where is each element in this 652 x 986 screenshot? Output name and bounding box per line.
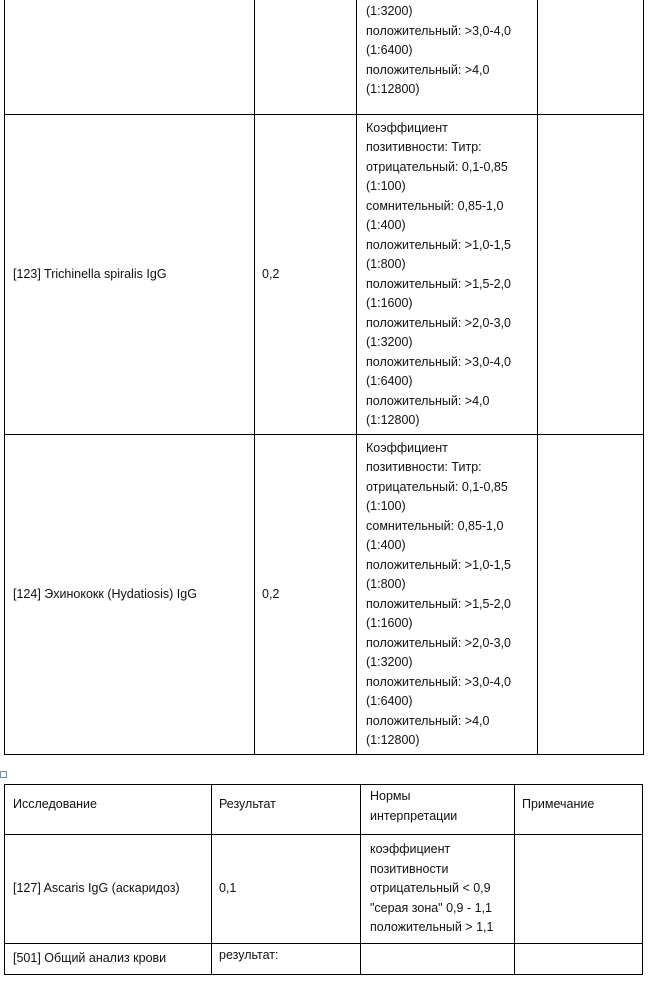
norms-line: коэффициент (370, 842, 451, 857)
study-name-cell: [127] Ascaris IgG (аскаридоз) (5, 835, 212, 944)
norms-cell (357, 115, 538, 435)
norms-line: (1:3200) (366, 655, 413, 669)
norms-line: (1:100) (366, 499, 406, 513)
table-anchor-icon[interactable] (0, 771, 7, 778)
result-cell: результат: (212, 944, 361, 975)
result-cell (255, 0, 357, 115)
result-cell: 0,2 (255, 435, 357, 755)
table-row (5, 835, 643, 944)
norms-line: (1:1600) (366, 616, 413, 630)
study-name-cell: [123] Trichinella spiralis IgG (5, 115, 255, 435)
norms-line: позитивности: Титр: (366, 460, 482, 474)
norms-line: позитивности (370, 861, 449, 876)
table-header-row (5, 785, 643, 835)
norms-line: положительный > 1,1 (370, 920, 494, 935)
norms-line: положительный: >4,0 (366, 393, 490, 408)
norms-line: (1:6400) (366, 374, 413, 388)
results-table-continued (4, 0, 644, 755)
norms-cell (361, 835, 515, 944)
norms-line: сомнительный: 0,85-1,0 (366, 198, 504, 213)
note-cell (538, 435, 644, 755)
norms-line: Коэффициент (366, 120, 448, 135)
norms-line: (1:100) (366, 179, 406, 193)
norms-line: положительный: >1,5-2,0 (366, 276, 511, 291)
norms-cell (357, 0, 538, 115)
header-norms-line: интерпретации (370, 808, 458, 823)
norms-line: положительный: >3,0-4,0 (366, 354, 511, 369)
norms-line: (1:12800) (366, 733, 420, 747)
norms-line: (1:6400) (366, 43, 413, 57)
study-name-cell: [501] Общий анализ крови (5, 944, 212, 975)
norms-line: (1:3200) (366, 4, 413, 18)
norms-line: позитивности: Титр: (366, 140, 482, 154)
note-cell (515, 835, 643, 944)
results-table (4, 784, 643, 975)
header-norms (361, 785, 515, 835)
norms-line: отрицательный: 0,1-0,85 (366, 159, 508, 174)
norms-line: (1:800) (366, 577, 406, 591)
note-cell (538, 0, 644, 115)
result-cell: 0,2 (255, 115, 357, 435)
norms-line: (1:3200) (366, 335, 413, 349)
norms-line: положительный: >4,0 (366, 713, 490, 728)
table-row (5, 115, 644, 435)
norms-line: (1:12800) (366, 82, 420, 96)
table-row (5, 435, 644, 755)
norms-line: отрицательный < 0,9 (370, 881, 491, 896)
norms-line: сомнительный: 0,85-1,0 (366, 518, 504, 533)
header-study: Исследование (5, 785, 212, 835)
header-norms-line: Нормы (370, 789, 411, 803)
study-name-cell: [124] Эхинококк (Hydatiosis) IgG (5, 435, 255, 755)
note-cell (538, 115, 644, 435)
result-cell: 0,1 (212, 835, 361, 944)
norms-cell (361, 944, 515, 975)
norms-line: (1:400) (366, 538, 406, 552)
header-note: Примечание (515, 785, 643, 835)
table-row (5, 0, 644, 115)
note-cell (515, 944, 643, 975)
norms-line: положительный: >1,0-1,5 (366, 557, 511, 572)
norms-line: (1:12800) (366, 413, 420, 427)
norms-line: положительный: >4,0 (366, 62, 490, 77)
table-row (5, 944, 643, 975)
norms-line: положительный: >1,5-2,0 (366, 596, 511, 611)
norms-line: положительный: >2,0-3,0 (366, 635, 511, 650)
header-result: Результат (212, 785, 361, 835)
norms-line: положительный: >2,0-3,0 (366, 315, 511, 330)
norms-line: (1:1600) (366, 296, 413, 310)
norms-line: (1:6400) (366, 694, 413, 708)
norms-line: "серая зона" 0,9 - 1,1 (370, 900, 492, 915)
norms-line: положительный: >3,0-4,0 (366, 674, 511, 689)
norms-line: Коэффициент (366, 440, 448, 455)
norms-line: (1:400) (366, 218, 406, 232)
norms-line: отрицательный: 0,1-0,85 (366, 479, 508, 494)
norms-cell (357, 435, 538, 755)
study-name-cell (5, 0, 255, 115)
norms-line: положительный: >3,0-4,0 (366, 23, 511, 38)
norms-line: (1:800) (366, 257, 406, 271)
norms-line: положительный: >1,0-1,5 (366, 237, 511, 252)
